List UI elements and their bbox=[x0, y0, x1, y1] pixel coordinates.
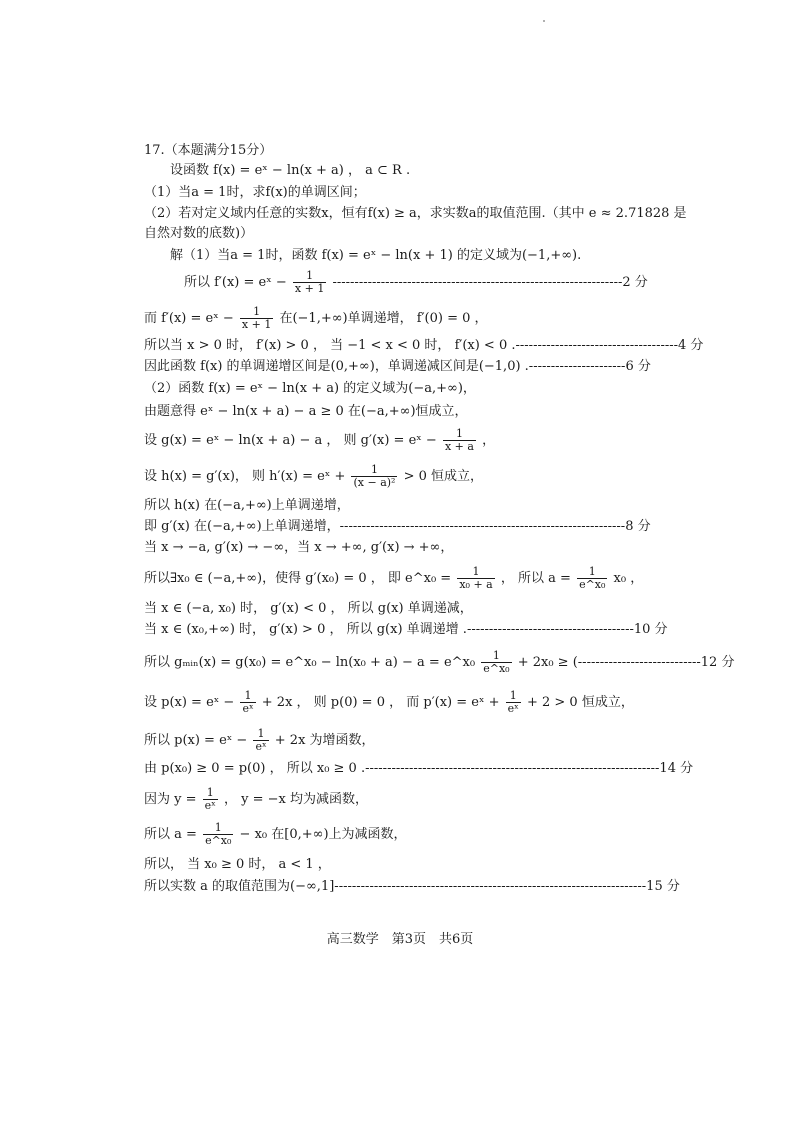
score-dashes: ----------------------------------------------------------------- bbox=[339, 519, 626, 534]
fraction-numerator: 1 bbox=[351, 464, 397, 477]
formula-text: 所以实数 a 的取值范围为(−∞,1] bbox=[144, 879, 335, 894]
fraction-denominator: x + a bbox=[444, 440, 474, 453]
formula-text: 设 g(x) = eˣ − ln(x + a) − a ， 则 g′(x) = eˣ − bbox=[144, 433, 437, 448]
fraction-denominator: x₀ + a bbox=[459, 578, 493, 591]
formula-text: 所以 f′(x) = eˣ − bbox=[184, 275, 287, 290]
fraction bbox=[240, 690, 255, 715]
score-label: 12 分 bbox=[700, 655, 735, 670]
solution-line-9 bbox=[144, 464, 483, 489]
fraction-numerator: 1 bbox=[293, 270, 326, 283]
scan-speck bbox=[543, 20, 545, 22]
solution-line-12: 当 x → −a, g′(x) → −∞，当 x → +∞, g′(x) → +∞， bbox=[144, 540, 454, 555]
formula-text: + 2x ， 则 p(0) = 0 ， 而 p′(x) = eˣ + bbox=[261, 695, 500, 710]
fraction bbox=[253, 728, 268, 753]
solution-line-20 bbox=[144, 787, 368, 812]
formula-text: ， y = −x 均为减函数， bbox=[223, 792, 368, 807]
fraction-numerator: 1 bbox=[443, 428, 476, 441]
score-dashes: ----------------------------------------------------------------------- bbox=[334, 879, 647, 894]
fraction bbox=[443, 428, 476, 453]
score-label: 4 分 bbox=[678, 338, 704, 353]
formula-text: − x₀ 在[0,+∞)上为减函数， bbox=[239, 827, 407, 842]
solution-line-22: 所以， 当 x₀ ≥ 0 时， a < 1 ， bbox=[144, 857, 331, 872]
formula-text: 而 f′(x) = eˣ − bbox=[144, 311, 234, 326]
fraction-numerator: 1 bbox=[506, 690, 521, 703]
solution-line-18 bbox=[144, 728, 375, 753]
fraction-numerator: 1 bbox=[253, 728, 268, 741]
score-dashes: ---------------------------- bbox=[577, 655, 701, 670]
solution-line-6: （2）函数 f(x) = eˣ − ln(x + a) 的定义域为(−a,+∞)， bbox=[144, 381, 476, 396]
formula-text: x₀ ， bbox=[613, 571, 644, 586]
formula-text: 因为 y = bbox=[144, 792, 197, 807]
score-dashes: ------------------------------------------------------------------- bbox=[365, 761, 660, 776]
fraction bbox=[481, 650, 511, 675]
solution-line-4 bbox=[144, 337, 703, 355]
fraction-numerator: 1 bbox=[577, 566, 607, 579]
score-dashes: ------------------------------------- bbox=[515, 338, 679, 353]
fraction-numerator: 1 bbox=[457, 566, 494, 579]
score-dashes: ---------------------- bbox=[528, 359, 626, 374]
solution-line-19 bbox=[144, 760, 693, 778]
formula-text: ， 所以 a = bbox=[500, 571, 571, 586]
formula-text: 所以 p(x) = eˣ − bbox=[144, 733, 248, 748]
fraction-numerator: 1 bbox=[240, 306, 273, 319]
formula-text: 在(−1,+∞)单调递增， f′(0) = 0 ， bbox=[279, 311, 488, 326]
part1-question: （1）当a = 1时，求f(x)的单调区间； bbox=[144, 185, 366, 200]
formula-text: 所以当 x > 0 时， f′(x) > 0 ， 当 −1 < x < 0 时， f′(x) < 0 . bbox=[144, 338, 516, 353]
solution-line-1: 解（1）当a = 1时，函数 f(x) = eˣ − ln(x + 1) 的定义域为(−1,+∞). bbox=[170, 248, 582, 263]
part2-question-line1: （2）若对定义域内任意的实数x，恒有f(x) ≥ a，求实数a的取值范围.（其中 e ≈ 2.71828 是 bbox=[144, 206, 687, 221]
formula-text: 所以 a = bbox=[144, 827, 197, 842]
solution-line-13 bbox=[144, 566, 643, 591]
fraction bbox=[240, 306, 273, 331]
fraction-denominator: x + 1 bbox=[294, 282, 325, 295]
score-label: 10 分 bbox=[633, 622, 668, 637]
solution-line-17 bbox=[144, 690, 634, 715]
fraction bbox=[293, 270, 326, 295]
function-definition: 设函数 f(x) = eˣ − ln(x + a) ， a ⊂ R . bbox=[170, 163, 411, 178]
fraction bbox=[506, 690, 521, 715]
problem-header: 17.（本题满分15分） bbox=[144, 143, 273, 158]
solution-line-11 bbox=[144, 518, 651, 536]
solution-line-15 bbox=[144, 621, 668, 639]
score-label: 2 分 bbox=[622, 275, 648, 290]
solution-line-14: 当 x ∈ (−a, x₀) 时， g′(x) < 0 ， 所以 g(x) 单调递减， bbox=[144, 601, 473, 616]
solution-line-7: 由题意得 eˣ − ln(x + a) − a ≥ 0 在(−a,+∞)恒成立， bbox=[144, 404, 468, 419]
fraction-numerator: 1 bbox=[203, 822, 233, 835]
formula-text: ， bbox=[482, 433, 496, 448]
score-label: 14 分 bbox=[659, 761, 694, 776]
solution-line-5 bbox=[144, 358, 651, 376]
fraction bbox=[203, 822, 233, 847]
formula-text: 即 g′(x) 在(−a,+∞)上单调递增， bbox=[144, 519, 340, 534]
solution-line-16 bbox=[144, 650, 734, 675]
score-label: 8 分 bbox=[625, 519, 651, 534]
score-dashes: -------------------------------------- bbox=[466, 622, 634, 637]
fraction bbox=[577, 566, 607, 591]
fraction bbox=[203, 787, 218, 812]
formula-text: 设 h(x) = g′(x)， 则 h′(x) = eˣ + bbox=[144, 469, 346, 484]
formula-text: + 2 > 0 恒成立， bbox=[526, 695, 634, 710]
fraction-denominator: e^x₀ bbox=[483, 662, 510, 675]
formula-text: + 2x 为增函数， bbox=[274, 733, 375, 748]
formula-text: 当 x ∈ (x₀,+∞) 时， g′(x) > 0 ， 所以 g(x) 单调递增 . bbox=[144, 622, 467, 637]
fraction-numerator: 1 bbox=[481, 650, 511, 663]
fraction-denominator: eˣ bbox=[507, 702, 519, 715]
fraction-denominator: e^x₀ bbox=[205, 834, 232, 847]
solution-line-8 bbox=[144, 428, 495, 453]
page-footer: 高三数学 第3页 共6页 bbox=[326, 932, 474, 947]
solution-line-23 bbox=[144, 878, 680, 896]
fraction-numerator: 1 bbox=[240, 690, 255, 703]
part2-question-line2: 自然对数的底数)） bbox=[144, 226, 254, 241]
fraction-denominator: eˣ bbox=[255, 740, 267, 753]
fraction bbox=[457, 566, 494, 591]
formula-text: 所以∃x₀ ∈ (−a,+∞)，使得 g′(x₀) = 0 ， 即 e^x₀ = bbox=[144, 571, 452, 586]
formula-text: 因此函数 f(x) 的单调递增区间是(0,+∞)，单调递减区间是(−1,0) . bbox=[144, 359, 529, 374]
fraction-numerator: 1 bbox=[203, 787, 218, 800]
fraction-denominator: (x − a)² bbox=[353, 476, 396, 489]
solution-line-2 bbox=[184, 270, 648, 295]
formula-text: > 0 恒成立， bbox=[403, 469, 484, 484]
formula-text: 设 p(x) = eˣ − bbox=[144, 695, 235, 710]
fraction-denominator: eˣ bbox=[242, 702, 254, 715]
solution-line-21 bbox=[144, 822, 407, 847]
fraction-denominator: eˣ bbox=[204, 799, 216, 812]
fraction bbox=[351, 464, 397, 489]
score-label: 15 分 bbox=[646, 879, 680, 894]
score-dashes: ------------------------------------------------------------------ bbox=[332, 275, 623, 290]
fraction-denominator: e^x₀ bbox=[579, 578, 606, 591]
solution-line-10: 所以 h(x) 在(−a,+∞)上单调递增， bbox=[144, 498, 350, 513]
score-label: 6 分 bbox=[625, 359, 651, 374]
solution-line-3 bbox=[144, 306, 488, 331]
formula-text: + 2x₀ ≥ ( bbox=[517, 655, 578, 670]
formula-text: 所以 gₘᵢₙ(x) = g(x₀) = e^x₀ − ln(x₀ + a) − a = e^x₀ bbox=[144, 655, 476, 670]
formula-text: 由 p(x₀) ≥ 0 = p(0) ， 所以 x₀ ≥ 0 . bbox=[144, 761, 366, 776]
fraction-denominator: x + 1 bbox=[241, 318, 272, 331]
